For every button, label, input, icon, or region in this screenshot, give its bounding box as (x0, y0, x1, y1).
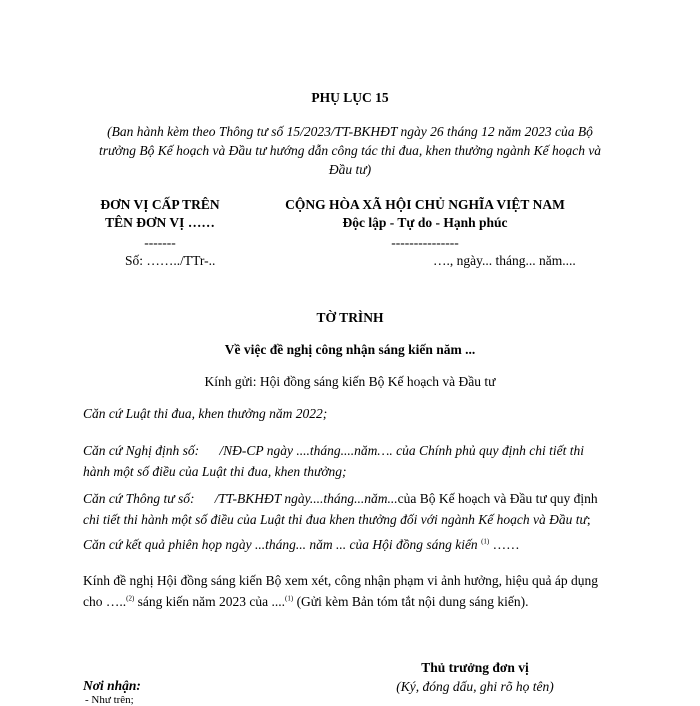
basis-meeting (83, 537, 520, 553)
basis-circular-part: Căn cứ Thông tư số: /TT-BKHĐT ngày....tháng...năm... (83, 491, 398, 506)
basis-decree (83, 440, 611, 482)
national-header-block (255, 196, 595, 252)
appendix-note-line: Đầu tư) (328, 162, 372, 177)
basis-meeting-text: Căn cứ kết quả phiên họp ngày ...tháng... năm ... của Hội đồng sáng kiến (83, 537, 478, 552)
basis-circular-part: ; (586, 512, 591, 527)
left-divider: ------- (144, 235, 176, 250)
issuing-unit-block (95, 196, 225, 252)
footnote-ref: (1) (481, 537, 490, 546)
nation-name: CỘNG HÒA XÃ HỘI CHỦ NGHĨA VIỆT NAM (285, 197, 565, 212)
basis-circular (83, 488, 611, 530)
appendix-note-line: trưởng Bộ Kế hoạch và Đầu tư hướng dẫn công tác thi đua, khen thưởng ngành Kế hoạch và (98, 143, 602, 158)
document-subject: Về việc đề nghị công nhận sáng kiến năm ... (224, 342, 476, 357)
footnote-ref: (1) (285, 594, 294, 603)
request-part: (Gửi kèm Bản tóm tắt nội dung sáng kiến). (293, 594, 529, 609)
document-type: TỜ TRÌNH (316, 310, 384, 325)
recipient: Kính gửi: Hội đồng sáng kiến Bộ Kế hoạch và Đầu tư (204, 374, 496, 389)
national-motto: Độc lập - Tự do - Hạnh phúc (342, 215, 508, 230)
request-part: sáng kiến năm 2023 của .... (134, 594, 286, 609)
document-date: …., ngày... tháng... năm.... (433, 253, 576, 268)
basis-circular-part: của Bộ Kế hoạch và Đầu tư quy định (397, 491, 598, 506)
document-number: Số: ……../TTr-.. (125, 253, 216, 268)
basis-decree-line: Căn cứ Nghị định số: /NĐ-CP ngày ....tháng....năm…. của Chính phủ quy định chi tiết thi (83, 443, 584, 458)
unit-name: TÊN ĐƠN VỊ …… (105, 215, 215, 230)
basis-law: Căn cứ Luật thi đua, khen thưởng năm 2022; (83, 406, 328, 421)
receivers-label: Nơi nhận: (83, 678, 141, 693)
request-part: cho ….. (83, 594, 127, 609)
appendix-note-line: (Ban hành kèm theo Thông tư số 15/2023/TT-BKHĐT ngày 26 tháng 12 năm 2023 của Bộ (107, 124, 593, 139)
right-divider: --------------- (391, 235, 459, 250)
basis-circular-part: chi tiết thi hành một số điều của Luật thi đua khen thưởng đối với ngành Kế hoạch và Đầu tư (83, 512, 587, 527)
request-paragraph (83, 570, 611, 612)
signer-title: Thủ trưởng đơn vị (421, 660, 529, 675)
basis-meeting-tail: …… (489, 537, 520, 552)
footnote-ref: (2) (126, 594, 135, 603)
appendix-title: PHỤ LỤC 15 (311, 90, 389, 105)
request-line: Kính đề nghị Hội đồng sáng kiến Bộ xem xét, công nhận phạm vi ảnh hưởng, hiệu quả áp dụng (83, 573, 598, 588)
receivers-item: - Như trên; (85, 694, 134, 706)
basis-decree-line: hành một số điều của Luật thi đua, khen thưởng; (83, 464, 347, 479)
signer-note: (Ký, đóng dấu, ghi rõ họ tên) (396, 679, 554, 694)
appendix-note (60, 122, 640, 179)
superior-unit: ĐƠN VỊ CẤP TRÊN (100, 197, 220, 212)
